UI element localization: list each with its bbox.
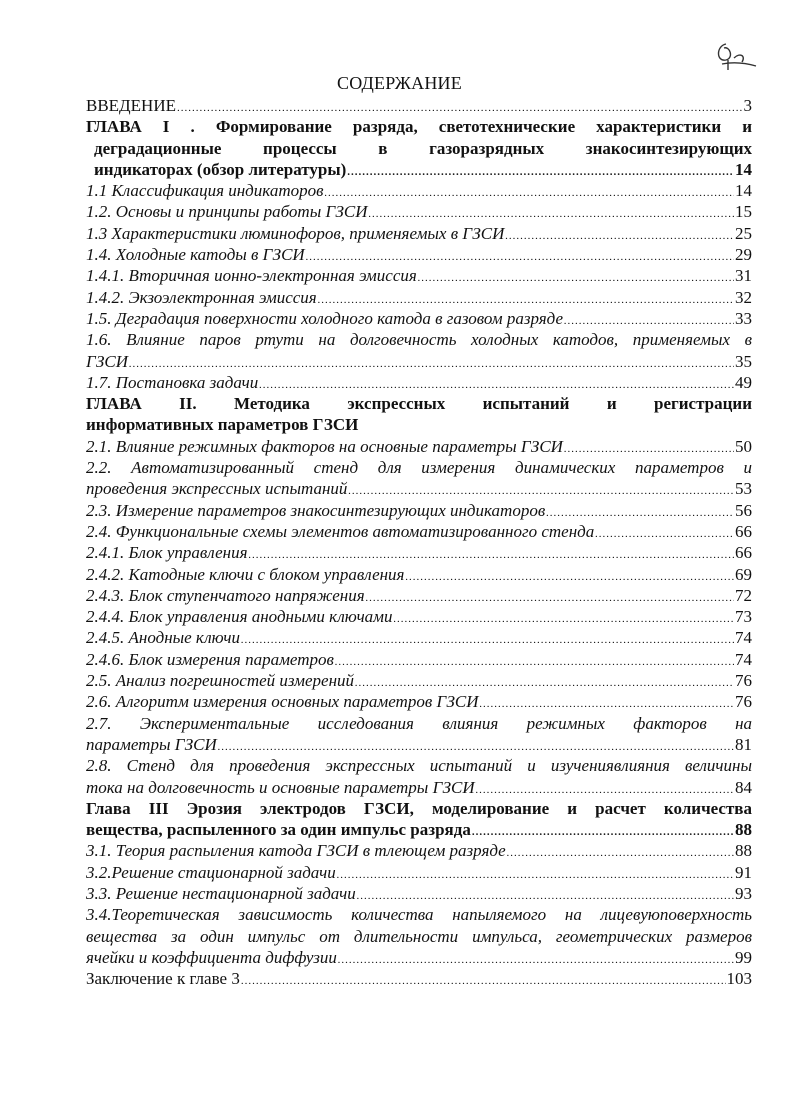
toc-entry-last-line bbox=[86, 734, 752, 755]
toc-page-number: 53 bbox=[735, 479, 752, 499]
toc-entry bbox=[86, 627, 752, 648]
toc-entry-last-line bbox=[86, 564, 752, 585]
toc-page-number: 14 bbox=[735, 181, 752, 201]
toc-page-number: 91 bbox=[735, 862, 752, 882]
toc-entry-text-line: деградационные процессы в газоразрядных знакосинтезирующих bbox=[94, 138, 752, 158]
toc-entry bbox=[86, 308, 752, 329]
toc-page-number: 66 bbox=[735, 543, 752, 563]
toc-entry bbox=[86, 457, 752, 500]
toc-entry-title: 2.4.4. Блок управления анодными ключами bbox=[86, 607, 393, 627]
toc-entry bbox=[86, 904, 752, 968]
toc-entry-title: 2.5. Анализ погрешностей измерений bbox=[86, 671, 355, 691]
toc-page-number: 49 bbox=[735, 372, 752, 392]
toc-entry bbox=[86, 180, 752, 201]
toc-page-number: 32 bbox=[735, 287, 752, 307]
toc-page-number: 33 bbox=[735, 308, 752, 328]
table-of-contents bbox=[86, 95, 752, 989]
toc-page-number: 74 bbox=[735, 649, 752, 669]
toc-entry bbox=[86, 670, 752, 691]
toc-entry-last-line bbox=[86, 351, 752, 372]
toc-entry bbox=[86, 223, 752, 244]
toc-entry-title: 2.4. Функциональные схемы элементов автоматизированного стенда bbox=[86, 521, 595, 541]
dot-leader bbox=[480, 694, 735, 712]
toc-entry-title: 2.4.2. Катодные ключи с блоком управления bbox=[86, 564, 405, 584]
toc-entry-last-line bbox=[86, 862, 752, 883]
toc-entry-text-line: 2.8. Стенд для проведения экспрессных испытаний и изучениявлияния величины bbox=[86, 756, 752, 776]
dot-leader bbox=[505, 226, 734, 244]
dot-leader bbox=[357, 886, 734, 904]
toc-page-number: 66 bbox=[735, 521, 752, 541]
toc-entry bbox=[86, 95, 752, 116]
toc-entry-last-line bbox=[86, 670, 752, 691]
toc-entry bbox=[86, 883, 752, 904]
toc-entry bbox=[86, 649, 752, 670]
toc-entry-last-line bbox=[86, 223, 752, 244]
toc-entry-title: тока на долговечность и основные параметры ГЗСИ bbox=[86, 777, 475, 797]
toc-entry-title: 2.4.6. Блок измерения параметров bbox=[86, 649, 334, 669]
toc-entry-title: 1.4.2. Экзоэлектронная эмиссия bbox=[86, 287, 317, 307]
toc-page-number: 25 bbox=[735, 223, 752, 243]
toc-entry-last-line bbox=[86, 159, 752, 180]
dot-leader bbox=[546, 503, 734, 521]
toc-entry-last-line bbox=[86, 777, 752, 798]
toc-page-number: 74 bbox=[735, 628, 752, 648]
toc-entry-title: 3.1. Теория распыления катода ГЗСИ в тлеющем разряде bbox=[86, 841, 506, 861]
toc-entry bbox=[86, 201, 752, 222]
toc-entry bbox=[86, 500, 752, 521]
dot-leader bbox=[472, 822, 734, 840]
toc-entry-last-line bbox=[86, 840, 752, 861]
dot-leader bbox=[355, 673, 734, 691]
toc-entry-last-line bbox=[86, 201, 752, 222]
dot-leader bbox=[369, 204, 735, 222]
toc-page-number: 35 bbox=[735, 351, 752, 371]
toc-entry bbox=[86, 840, 752, 861]
toc-entry-title: 2.4.5. Анодные ключи bbox=[86, 628, 241, 648]
toc-entry bbox=[86, 564, 752, 585]
toc-entry-last-line bbox=[86, 478, 752, 499]
dot-leader bbox=[324, 183, 734, 201]
dot-leader bbox=[337, 865, 734, 883]
toc-page-number: 88 bbox=[735, 820, 752, 840]
toc-entry-title: 1.4. Холодные катоды в ГЗСИ bbox=[86, 245, 305, 265]
dot-leader bbox=[347, 162, 734, 180]
dot-leader bbox=[338, 950, 734, 968]
dot-leader bbox=[241, 971, 726, 989]
toc-entry bbox=[86, 691, 752, 712]
toc-page-number: 15 bbox=[735, 202, 752, 222]
toc-entry bbox=[86, 436, 752, 457]
toc-entry-text-line: вещества за один импульс от длительности импульса, геометрических размеров bbox=[86, 926, 752, 946]
dot-leader bbox=[218, 737, 734, 755]
dot-leader bbox=[564, 311, 734, 329]
toc-page-number: 14 bbox=[735, 159, 752, 179]
toc-entry-last-line bbox=[86, 372, 752, 393]
toc-entry-title: 2.1. Влияние режимных факторов на основные параметры ГЗСИ bbox=[86, 436, 563, 456]
toc-page-number: 3 bbox=[743, 96, 752, 115]
page-title: СОДЕРЖАНИЕ bbox=[337, 73, 462, 93]
toc-entry-title: 2.6. Алгоритм измерения основных параметров ГЗСИ bbox=[86, 692, 479, 712]
toc-entry-last-line bbox=[86, 947, 752, 968]
dot-leader bbox=[405, 567, 734, 585]
toc-entry-last-line bbox=[86, 627, 752, 648]
toc-entry-text-line: 2.7. Экспериментальные исследования влияния режимных факторов на bbox=[86, 713, 752, 733]
toc-entry bbox=[86, 755, 752, 798]
toc-page-number: 76 bbox=[735, 671, 752, 691]
toc-page-number: 50 bbox=[735, 436, 752, 456]
toc-page-number: 56 bbox=[735, 500, 752, 520]
toc-entry-last-line bbox=[86, 691, 752, 712]
toc-entry-title: 1.4.1. Вторичная ионно-электронная эмиссия bbox=[86, 266, 417, 286]
dot-leader bbox=[394, 609, 734, 627]
toc-entry-text-line: ГЛАВА II. Методика экспрессных испытаний и регистрации bbox=[86, 394, 752, 414]
toc-entry bbox=[86, 287, 752, 308]
dot-leader bbox=[177, 98, 743, 116]
toc-entry-last-line bbox=[86, 308, 752, 329]
toc-entry-title: 3.3. Решение нестационарной задачи bbox=[86, 883, 356, 903]
toc-entry-last-line bbox=[86, 542, 752, 563]
toc-page-number: 29 bbox=[735, 245, 752, 265]
toc-entry-title: проведения экспрессных испытаний bbox=[86, 479, 348, 499]
toc-entry-title: 1.3 Характеристики люминофоров, применяемых в ГЗСИ bbox=[86, 223, 505, 243]
dot-leader bbox=[306, 247, 734, 265]
dot-leader bbox=[241, 630, 734, 648]
toc-page-number: 88 bbox=[735, 841, 752, 861]
toc-entry-title: 1.7. Постановка задачи bbox=[86, 372, 259, 392]
dot-leader bbox=[564, 439, 734, 457]
toc-entry bbox=[86, 862, 752, 883]
toc-entry-text-line: 3.4.Теоретическая зависимость количества напыляемого на лицевуюповерхность bbox=[86, 905, 752, 925]
toc-entry bbox=[86, 713, 752, 756]
toc-entry-title: параметры ГЗСИ bbox=[86, 734, 217, 754]
toc-page-number: 103 bbox=[726, 969, 752, 989]
toc-entry bbox=[86, 329, 752, 372]
toc-entry-last-line bbox=[86, 585, 752, 606]
dot-leader bbox=[335, 652, 734, 670]
toc-entry bbox=[86, 265, 752, 286]
toc-entry bbox=[86, 585, 752, 606]
toc-entry bbox=[86, 606, 752, 627]
toc-page-number: 84 bbox=[735, 777, 752, 797]
toc-entry-last-line bbox=[86, 95, 752, 116]
toc-entry-title: вещества, распыленного за один импульс разряда bbox=[86, 820, 471, 840]
toc-entry-last-line bbox=[86, 500, 752, 521]
dot-leader bbox=[259, 375, 734, 393]
toc-entry-last-line bbox=[86, 649, 752, 670]
toc-entry-title: ВВЕДЕНИЕ bbox=[86, 96, 176, 115]
toc-entry-last-line bbox=[86, 968, 752, 989]
toc-entry-last-line bbox=[86, 606, 752, 627]
handwritten-signature bbox=[712, 36, 762, 76]
toc-entry-last-line bbox=[86, 287, 752, 308]
dot-leader bbox=[129, 354, 734, 372]
toc-entry-last-line bbox=[86, 521, 752, 542]
dot-leader bbox=[318, 290, 734, 308]
toc-entry-text-line: 2.2. Автоматизированный стенд для измерения динамических параметров и bbox=[86, 458, 752, 478]
toc-entry-last-line bbox=[86, 436, 752, 457]
toc-page-number: 69 bbox=[735, 564, 752, 584]
dot-leader bbox=[348, 481, 734, 499]
toc-entry bbox=[86, 244, 752, 265]
dot-leader bbox=[366, 588, 734, 606]
toc-entry-title: Заключение к главе 3 bbox=[86, 969, 240, 989]
toc-entry-title: 2.3. Измерение параметров знакосинтезирующих индикаторов bbox=[86, 500, 546, 520]
toc-entry-last-line bbox=[86, 265, 752, 286]
toc-entry-text-line: ГЛАВА I . Формирование разряда, светотехнические характеристики и bbox=[86, 117, 752, 137]
toc-entry-title: 1.5. Деградация поверхности холодного катода в газовом разряде bbox=[86, 308, 564, 328]
toc-entry-last-line bbox=[86, 883, 752, 904]
toc-entry bbox=[86, 968, 752, 989]
toc-entry bbox=[86, 798, 752, 841]
toc-page-number: 81 bbox=[735, 734, 752, 754]
toc-entry-title: 2.4.3. Блок ступенчатого напряжения bbox=[86, 585, 365, 605]
toc-page-number: 93 bbox=[735, 883, 752, 903]
toc-entry-last-line bbox=[86, 180, 752, 201]
toc-entry-title: 1.1 Классификация индикаторов bbox=[86, 181, 324, 201]
toc-page-number: 72 bbox=[735, 585, 752, 605]
toc-page-number: 31 bbox=[735, 266, 752, 286]
toc-entry-last-line bbox=[86, 244, 752, 265]
toc-page-number: 99 bbox=[735, 947, 752, 967]
toc-entry bbox=[86, 542, 752, 563]
toc-entry-title: ГЗСИ bbox=[86, 351, 129, 371]
dot-leader bbox=[418, 268, 734, 286]
toc-entry-title: индикаторах (обзор литературы) bbox=[94, 159, 347, 179]
toc-entry-title: ячейки и коэффициента диффузии bbox=[86, 947, 337, 967]
toc-entry-text-line: информативных параметров ГЗСИ bbox=[86, 415, 359, 435]
toc-entry-text-line: Глава III Эрозия электродов ГЗСИ, моделирование и расчет количества bbox=[86, 798, 752, 818]
toc-entry bbox=[86, 393, 752, 436]
toc-entry bbox=[86, 521, 752, 542]
toc-entry-text-line: 1.6. Влияние паров ртути на долговечность холодных катодов, применяемых в bbox=[86, 330, 752, 350]
dot-leader bbox=[249, 545, 735, 563]
toc-entry bbox=[86, 116, 752, 180]
dot-leader bbox=[476, 780, 734, 798]
toc-page-number: 73 bbox=[735, 607, 752, 627]
toc-entry-title: 2.4.1. Блок управления bbox=[86, 543, 248, 563]
toc-entry bbox=[86, 372, 752, 393]
dot-leader bbox=[507, 843, 734, 861]
toc-entry-title: 3.2.Решение стационарной задачи bbox=[86, 862, 336, 882]
toc-entry-last-line bbox=[86, 819, 752, 840]
dot-leader bbox=[595, 524, 734, 542]
toc-page-number: 76 bbox=[735, 692, 752, 712]
toc-entry-title: 1.2. Основы и принципы работы ГЗСИ bbox=[86, 202, 368, 222]
